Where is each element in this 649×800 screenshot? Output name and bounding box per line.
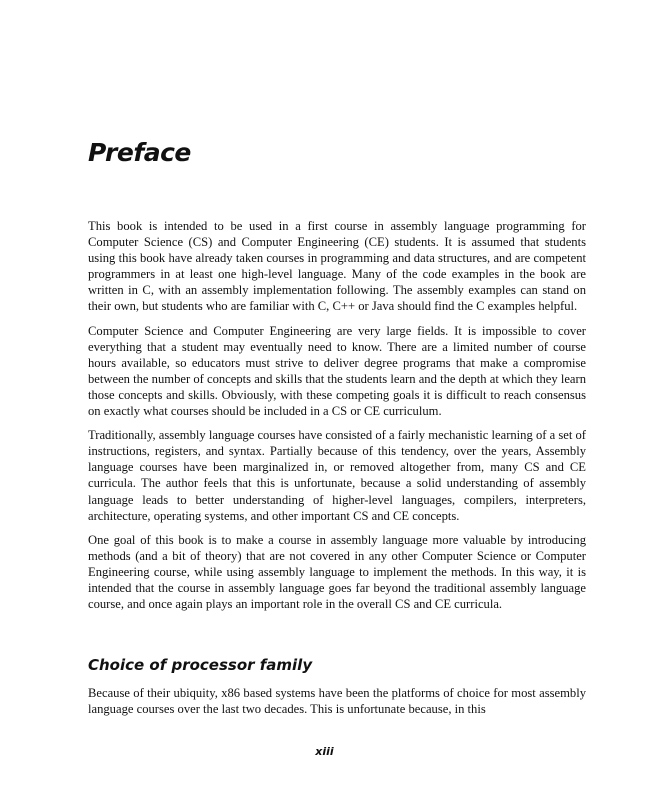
chapter-title: Preface [88, 138, 191, 167]
section-body [88, 685, 586, 717]
paragraph-2: Computer Science and Computer Engineering are very large fields. It is impossible to cover everything that a student may eventually need to know. There are a limited number of course hours available, so educators must strive to deliver degree programs that make a compromise between the number of concepts and skills that the students learn and the depth at which they learn those concepts and skills. Obviously, with these competing goals it is difficult to reach consensus on exactly what courses should be included in a CS or CE curriculum. [88, 323, 586, 419]
preface-body [88, 218, 586, 612]
page-number: xiii [315, 745, 334, 758]
section-paragraph-1: Because of their ubiquity, x86 based systems have been the platforms of choice for most assembly language courses over the last two decades. This is unfortunate because, in this [88, 686, 586, 717]
paragraph-1: This book is intended to be used in a first course in assembly language programming for Computer Science (CS) and Computer Engineering (CE) students. It is assumed that students using this book have already taken courses in programming and data structures, and are competent programmers in at least one high-level language. Many of the code examples in the book are written in C, with an assembly implementation following. The assembly examples can stand on their own, but students who are familiar with C, C++ or Java should find the C examples helpful. [88, 219, 586, 314]
paragraph-3: Traditionally, assembly language courses have consisted of a fairly mechanistic learning of a set of instructions, registers, and syntax. Partially because of this tendency, over the years, Assembly language courses have been marginalized in, or removed altogether from, many CS and CE curricula. The author feels that this is unfortunate, because a solid understanding of assembly language leads to better understanding of higher-level languages, compilers, interpreters, architecture, operating systems, and other important CS and CE concepts. [88, 428, 586, 523]
section-heading: Choice of processor family [88, 656, 313, 674]
paragraph-4: One goal of this book is to make a course in assembly language more valuable by introducing methods (and a bit of theory) that are not covered in any other Computer Science or Computer Engineering course, while using assembly language to implement the methods. In this way, it is intended that the course in assembly language goes far beyond the traditional assembly language course, and once again plays an important role in the overall CS and CE curricula. [88, 532, 586, 612]
